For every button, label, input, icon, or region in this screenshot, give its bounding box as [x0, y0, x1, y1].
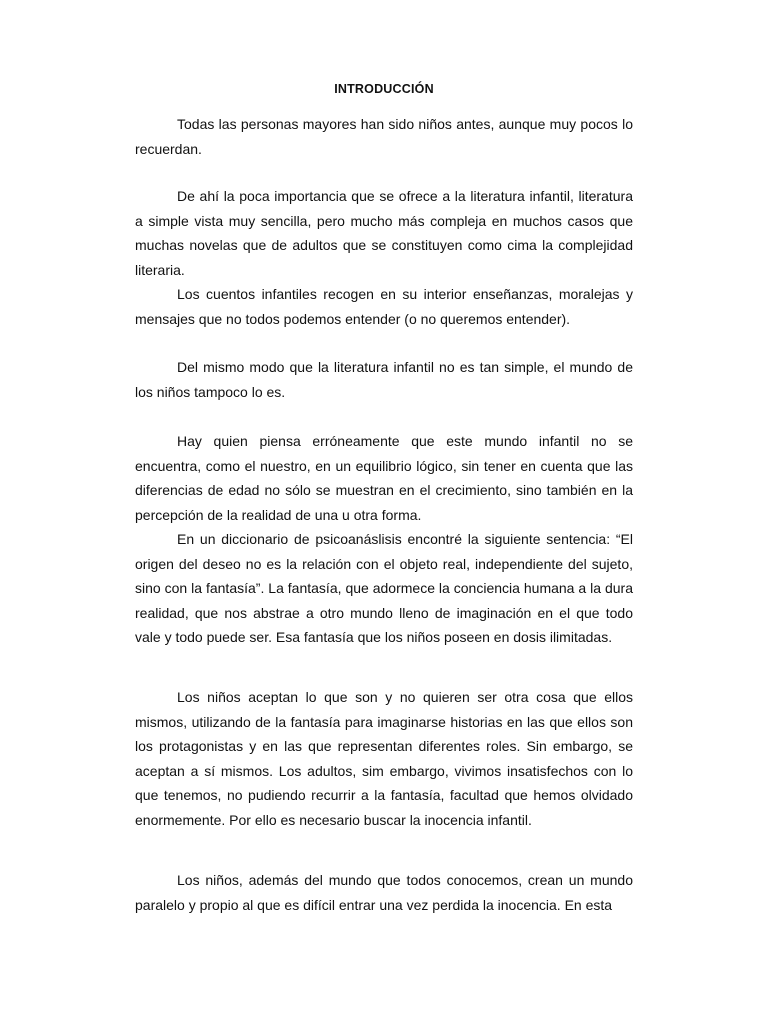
document-page [135, 0, 633, 1024]
paragraph: Los niños aceptan lo que son y no quieren ser otra cosa que ellos mismos, utilizando de la fantasía para imaginarse historias en las que ellos son los protagonistas y en las que representan diferentes roles. Sin embargo, se aceptan a sí mismos. Los adultos, sim embargo, vivimos insatisfechos con lo que tenemos, no pudiendo recurrir a la fantasía, facultad que hemos olvidado enormemente. Por ello es necesario buscar la inocencia infantil. [135, 689, 633, 828]
document-title: INTRODUCCIÓN [334, 82, 434, 96]
paragraph: Hay quien piensa erróneamente que este mundo infantil no se encuentra, como el nuestro, en un equilibrio lógico, sin tener en cuenta que las diferencias de edad no sólo se muestran en el crecimiento, sino también en la percepción de la realidad de una u otra forma. [135, 433, 633, 523]
paragraph: De ahí la poca importancia que se ofrece a la literatura infantil, literatura a simple vista muy sencilla, pero mucho más compleja en muchos casos que muchas novelas que de adultos que se constituyen como cima la complejidad literaria. [135, 188, 633, 278]
paragraph: En un diccionario de psicoanáslisis encontré la siguiente sentencia: “El origen del deseo no es la relación con el objeto real, independiente del sujeto, sino con la fantasía”. La fantasía, que adormece la conciencia humana a la dura realidad, que nos abstrae a otro mundo lleno de imaginación en el que todo vale y todo puede ser. Esa fantasía que los niños poseen en dosis ilimitadas. [135, 531, 633, 645]
paragraph: Los niños, además del mundo que todos conocemos, crean un mundo paralelo y propio al que es difícil entrar una vez perdida la inocencia. En esta [135, 872, 633, 913]
paragraph: Del mismo modo que la literatura infantil no es tan simple, el mundo de los niños tampoco lo es. [135, 359, 633, 400]
paragraph: Todas las personas mayores han sido niños antes, aunque muy pocos lo recuerdan. [135, 116, 633, 157]
paragraph: Los cuentos infantiles recogen en su interior enseñanzas, moralejas y mensajes que no todos podemos entender (o no queremos entender). [135, 286, 633, 327]
